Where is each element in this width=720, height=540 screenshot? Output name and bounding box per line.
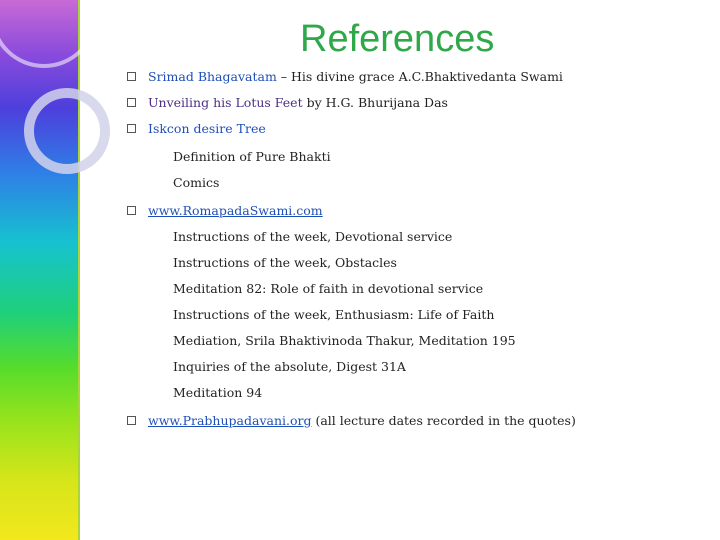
reference-title: Iskcon desire Tree bbox=[148, 121, 266, 136]
bullet-square-icon bbox=[127, 124, 136, 133]
prabhupadavani-link[interactable]: www.Prabhupadavani.org bbox=[148, 413, 312, 428]
reference-subitem: Inquiries of the absolute, Digest 31A bbox=[173, 359, 406, 374]
bullet-square-icon bbox=[127, 416, 136, 425]
reference-subitem: Meditation 82: Role of faith in devotional service bbox=[173, 281, 484, 296]
reference-subitem: Meditation 94 bbox=[173, 385, 263, 400]
bullet-square-icon bbox=[127, 98, 136, 107]
reference-subitem: Instructions of the week, Obstacles bbox=[173, 255, 397, 270]
reference-item bbox=[148, 94, 448, 112]
reference-subitem: Mediation, Srila Bhaktivinoda Thakur, Meditation 195 bbox=[173, 333, 516, 348]
reference-subitem: Instructions of the week, Devotional service bbox=[173, 229, 453, 244]
reference-item bbox=[148, 120, 266, 138]
reference-subitem: Comics bbox=[173, 175, 220, 190]
slide-title: References bbox=[300, 18, 495, 60]
reference-title: Srimad Bhagavatam bbox=[148, 69, 277, 84]
reference-title: Unveiling his Lotus Feet bbox=[148, 95, 303, 110]
reference-item bbox=[148, 68, 563, 86]
reference-detail: – His divine grace A.C.Bhaktivedanta Swami bbox=[276, 69, 563, 84]
reference-detail: by H.G. Bhurijana Das bbox=[302, 95, 448, 110]
reference-subitem: Definition of Pure Bhakti bbox=[173, 149, 331, 164]
reference-item bbox=[148, 412, 576, 430]
reference-subitem: Instructions of the week, Enthusiasm: Life of Faith bbox=[173, 307, 495, 322]
bullet-square-icon bbox=[127, 206, 136, 215]
reference-item bbox=[148, 202, 323, 220]
reference-detail: (all lecture dates recorded in the quotes) bbox=[311, 413, 576, 428]
romapadaswami-link[interactable]: www.RomapadaSwami.com bbox=[148, 203, 323, 218]
bullet-square-icon bbox=[127, 72, 136, 81]
